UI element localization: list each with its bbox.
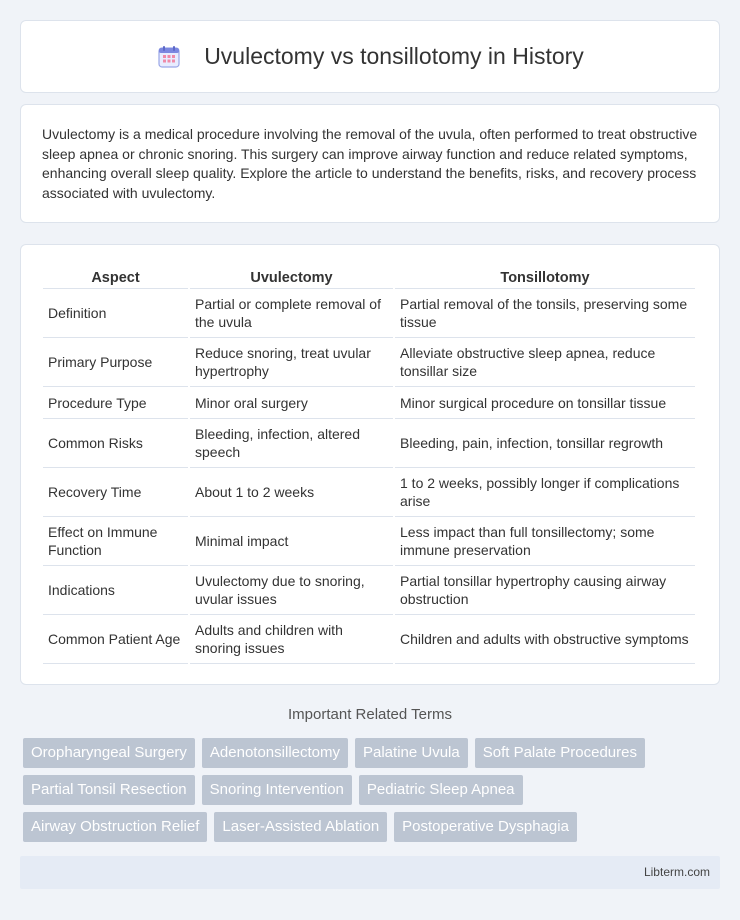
cell-uvulectomy: About 1 to 2 weeks [190,468,393,517]
table-row [43,566,695,615]
cell-uvulectomy: Adults and children with snoring issues [190,615,393,664]
intro-section [20,104,720,223]
cell-tonsillotomy: Children and adults with obstructive symptoms [395,615,695,664]
header-uvulectomy: Uvulectomy [190,266,393,289]
cell-tonsillotomy: Bleeding, pain, infection, tonsillar regrowth [395,419,695,468]
table-row [43,419,695,468]
page-title: Uvulectomy vs tonsillotomy in History [204,43,584,69]
cell-uvulectomy: Uvulectomy due to snoring, uvular issues [190,566,393,615]
cell-aspect: Definition [43,289,188,338]
calendar-icon [156,44,182,70]
header-aspect: Aspect [43,266,188,289]
page-footer [20,856,720,889]
cell-aspect: Recovery Time [43,468,188,517]
cell-aspect: Procedure Type [43,387,188,419]
cell-uvulectomy: Minimal impact [190,517,393,566]
table-row [43,615,695,664]
related-term-tag[interactable]: Adenotonsillectomy [202,738,348,768]
cell-aspect: Indications [43,566,188,615]
related-terms-title: Important Related Terms [288,706,452,723]
table-row [43,517,695,566]
table-row [43,289,695,338]
cell-aspect: Common Risks [43,419,188,468]
footer-site-link[interactable]: Libterm.com [643,865,710,879]
intro-text: Uvulectomy is a medical procedure involving the removal of the uvula, often performed to treat obstructive sleep apnea or chronic snoring. This surgery can improve airway function and reduce related symptoms, enhancing overall sleep quality. Explore the article to understand the benefits, risks, and recovery process associated with uvulectomy. [42,126,698,201]
comparison-table [41,266,697,664]
cell-tonsillotomy: Minor surgical procedure on tonsillar tissue [395,387,695,419]
comparison-section [20,244,720,685]
cell-tonsillotomy: Partial tonsillar hypertrophy causing airway obstruction [395,566,695,615]
related-term-tag[interactable]: Oropharyngeal Surgery [23,738,195,768]
cell-aspect: Common Patient Age [43,615,188,664]
related-terms-list [23,738,723,849]
cell-tonsillotomy: Alleviate obstructive sleep apnea, reduce tonsillar size [395,338,695,387]
header-tonsillotomy: Tonsillotomy [395,266,695,289]
cell-uvulectomy: Reduce snoring, treat uvular hypertrophy [190,338,393,387]
cell-tonsillotomy: Less impact than full tonsillectomy; some immune preservation [395,517,695,566]
related-term-tag[interactable]: Snoring Intervention [202,775,352,805]
cell-tonsillotomy: 1 to 2 weeks, possibly longer if complications arise [395,468,695,517]
cell-uvulectomy: Bleeding, infection, altered speech [190,419,393,468]
table-row [43,468,695,517]
cell-aspect: Primary Purpose [43,338,188,387]
related-term-tag[interactable]: Laser-Assisted Ablation [214,812,387,842]
related-term-tag[interactable]: Airway Obstruction Relief [23,812,207,842]
related-term-tag[interactable]: Soft Palate Procedures [475,738,645,768]
cell-tonsillotomy: Partial removal of the tonsils, preserving some tissue [395,289,695,338]
cell-uvulectomy: Partial or complete removal of the uvula [190,289,393,338]
page-header [20,20,720,93]
cell-uvulectomy: Minor oral surgery [190,387,393,419]
related-term-tag[interactable]: Palatine Uvula [355,738,468,768]
table-row [43,387,695,419]
related-term-tag[interactable]: Partial Tonsil Resection [23,775,195,805]
related-term-tag[interactable]: Pediatric Sleep Apnea [359,775,523,805]
table-row [43,338,695,387]
cell-aspect: Effect on Immune Function [43,517,188,566]
related-term-tag[interactable]: Postoperative Dysphagia [394,812,577,842]
